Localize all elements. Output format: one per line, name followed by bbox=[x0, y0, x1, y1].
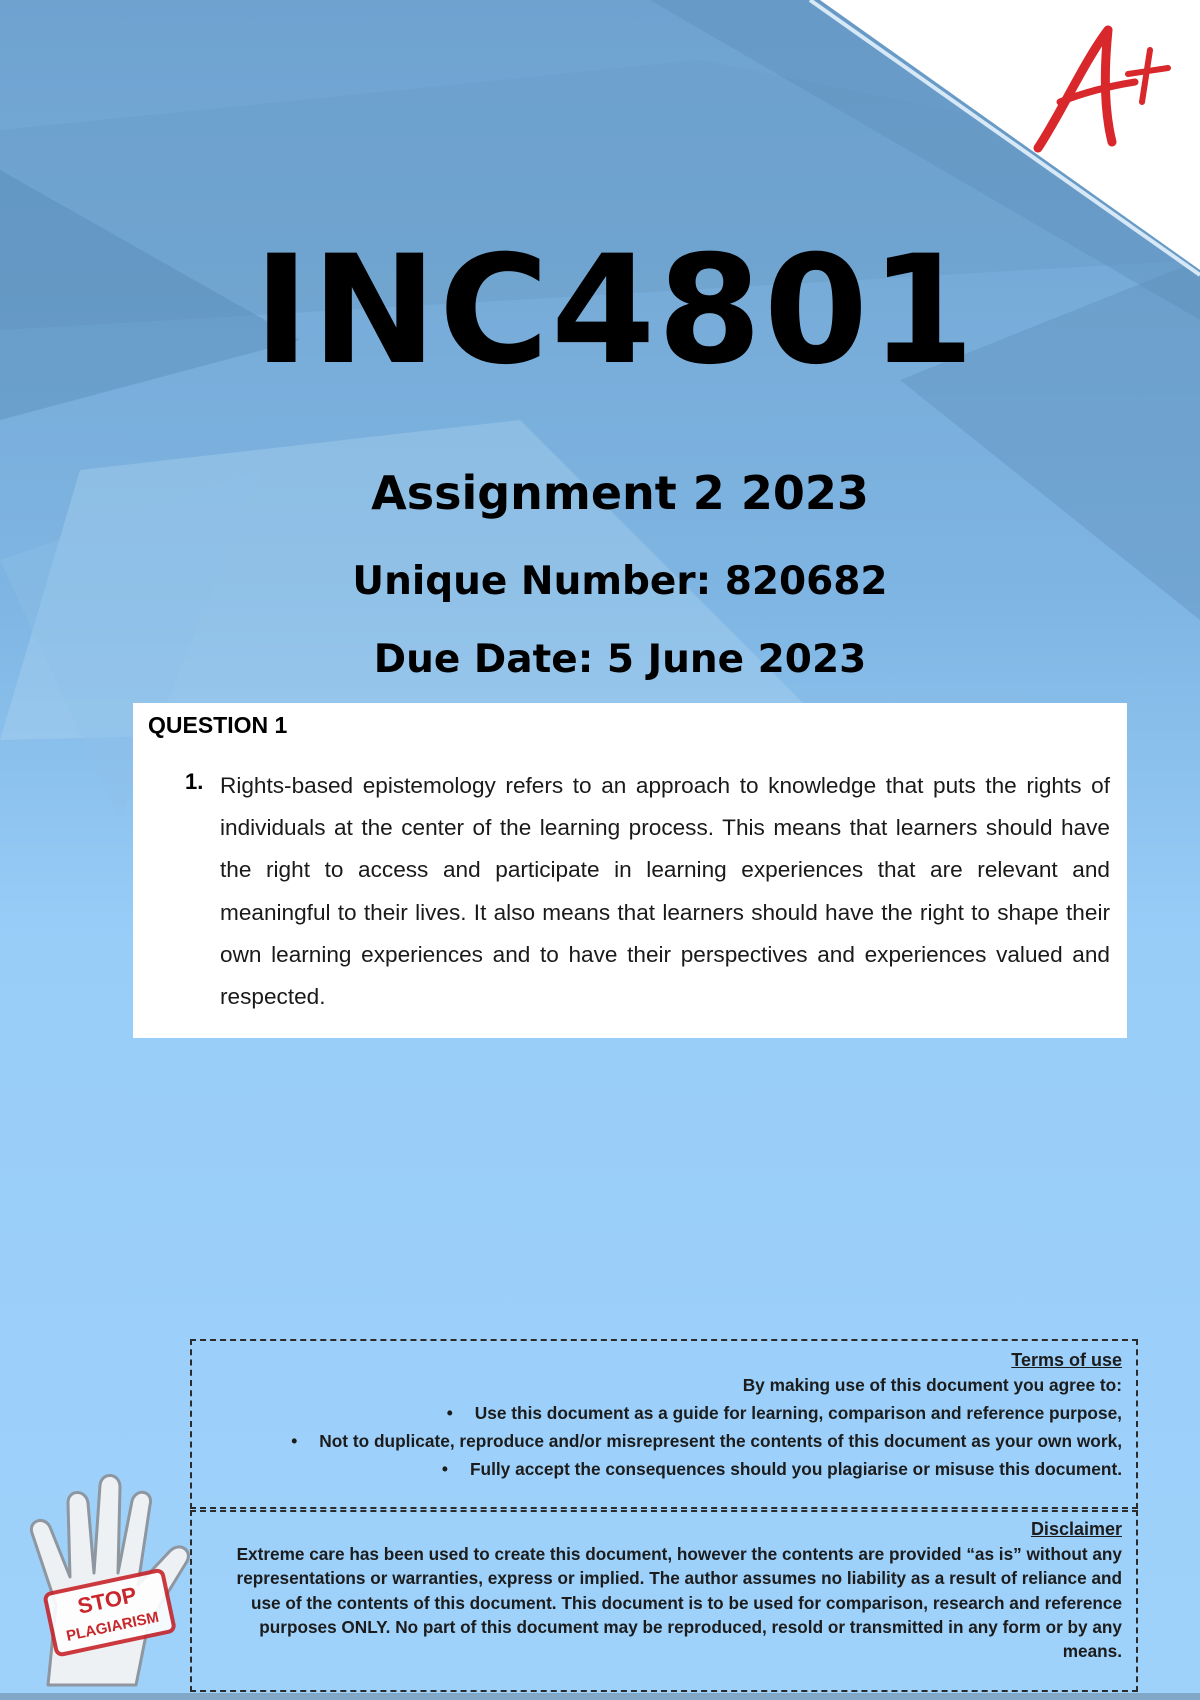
terms-item bbox=[192, 1427, 1122, 1455]
terms-item-text: Not to duplicate, reproduce and/or misrepresent the contents of this document as your own work, bbox=[319, 1431, 1122, 1451]
assignment-title: Assignment 2 2023 bbox=[371, 466, 869, 520]
answer-item-number: 1. bbox=[185, 769, 204, 794]
disclaimer-text: Extreme care has been used to create this document, however the contents are provided “as is” without any representations or warranties, express or implied. The author assumes no liability as a result of reliance and use of the contents of this document. This document is to be used for comparison, research and reference purposes ONLY. No part of this document may be reproduced, resold or transmitted in any form or by any means. bbox=[236, 1544, 1122, 1662]
bullet-icon: • bbox=[441, 1459, 448, 1479]
stamp-line-2: PLAGIARISM bbox=[64, 1608, 161, 1645]
answer-box bbox=[133, 703, 1127, 1038]
terms-item-text: Use this document as a guide for learning, comparison and reference purpose, bbox=[474, 1403, 1122, 1423]
course-code-title: INC4801 bbox=[253, 224, 977, 398]
terms-heading: Terms of use bbox=[1011, 1350, 1122, 1370]
stamp-line-1: STOP bbox=[75, 1581, 139, 1619]
disclaimer-heading: Disclaimer bbox=[1030, 1519, 1122, 1539]
disclaimer-box bbox=[190, 1510, 1138, 1692]
question-heading: QUESTION 1 bbox=[148, 712, 288, 738]
stop-plagiarism-hand-icon bbox=[8, 1455, 238, 1695]
answer-text: Rights-based epistemology refers to an approach to knowledge that puts the rights of individuals at the center of the learning process. This means that learners should have the right to access and participate in learning experiences that are relevant and meaningful to their lives. It also means that learners should have the right to shape their own learning experiences and to have their perspectives and experiences valued and respected. bbox=[220, 773, 1110, 1010]
terms-item bbox=[192, 1455, 1122, 1483]
unique-number: Unique Number: 820682 bbox=[352, 559, 888, 604]
due-date: Due Date: 5 June 2023 bbox=[373, 637, 867, 682]
terms-item bbox=[192, 1399, 1122, 1427]
bullet-icon: • bbox=[291, 1431, 298, 1451]
bullet-icon: • bbox=[446, 1403, 453, 1423]
terms-intro: By making use of this document you agree to: bbox=[742, 1375, 1122, 1395]
terms-of-use-box bbox=[190, 1339, 1138, 1509]
a-plus-grade-mark bbox=[1030, 20, 1190, 160]
terms-item-text: Fully accept the consequences should you plagiarise or misuse this document. bbox=[469, 1459, 1122, 1479]
